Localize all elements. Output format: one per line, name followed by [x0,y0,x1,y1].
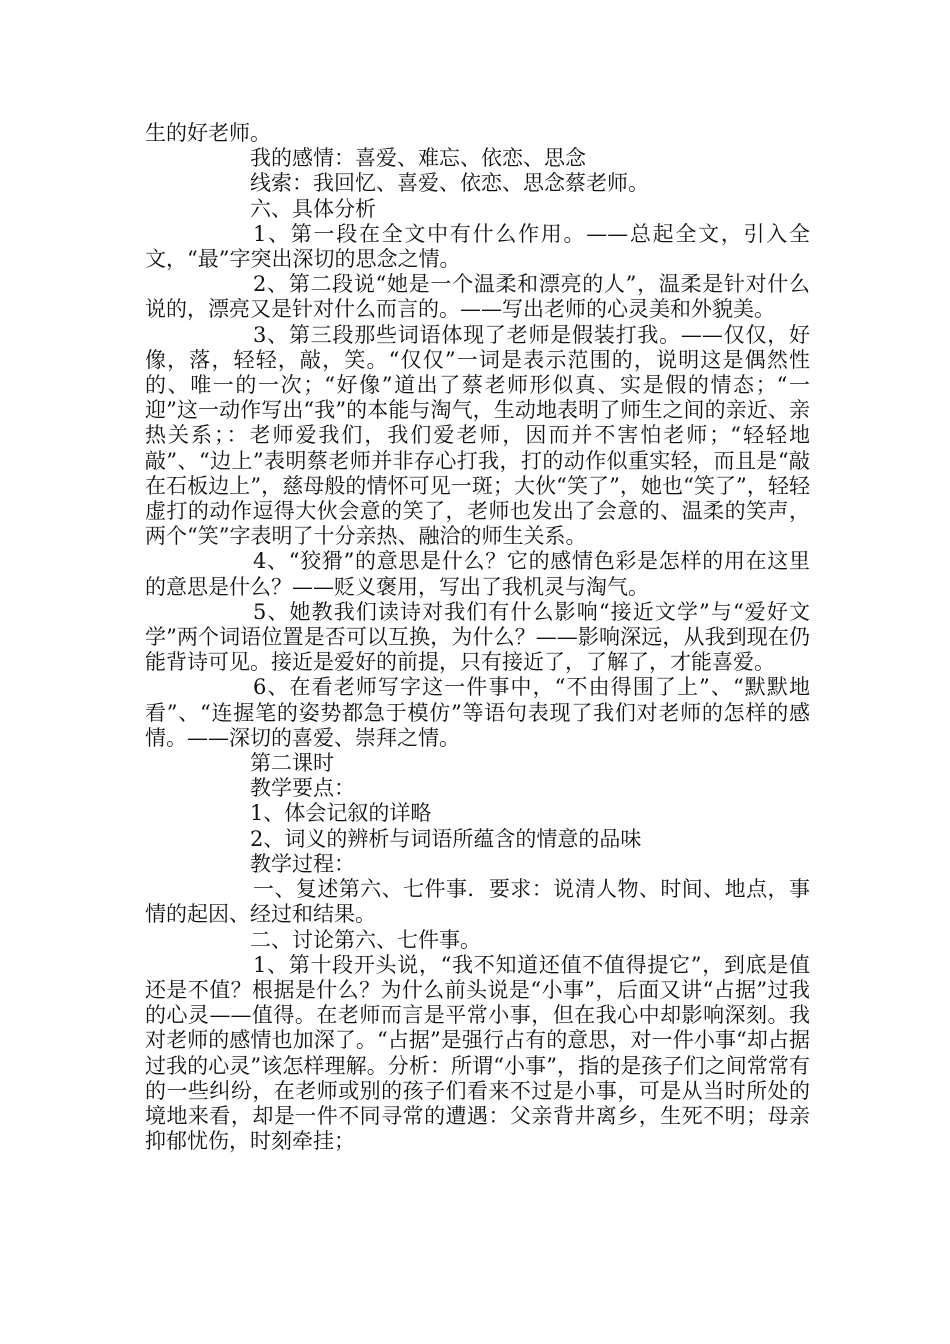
section-heading-teaching-points: 教学要点： [250,776,355,801]
paragraph-item-4: 4、“狡猾”的意思是什么？它的感情色彩是怎样的用在这里的意思是什么？——贬义褒用，写出了我机灵与淘气。 [145,549,810,599]
section-heading-second-lesson: 第二课时 [250,751,334,776]
process-step-1: 一、复述第六、七件事．要求：说清人物、时间、地点，事情的起因、经过和结果。 [145,877,810,927]
paragraph-item-1: 1、第一段在全文中有什么作用。——总起全文，引入全文，“最”字突出深切的思念之情。 [145,221,810,272]
teaching-point-1: 1、体会记叙的详略 [250,801,432,826]
discussion-item-1: 1、第十段开头说，“我不知道还值不值得提它”，到底是值还是不值？根据是什么？为什么前头说是“小事”，后面又讲“占据”过我的心灵——值得。在老师而言是平常小事，但在我心中却影响深刻。我对老师的感情也加深了。“占据”是强行占有的意思，对一件小事“却占据过我的心灵”该怎样理解。分析：所谓“小事”，指的是孩子们之间常常有的一些纠纷，在老师或别的孩子们看来不过是小事，可是从当时所处的境地来看，却是一件不同寻常的遭遇：父亲背井离乡，生死不明；母亲抑郁忧伤，时刻牵挂； [145,952,810,1154]
section-heading-analysis: 六、具体分析 [250,196,376,221]
paragraph-clue: 线索：我回忆、喜爱、依恋、思念蔡老师。 [250,171,649,196]
section-heading-teaching-process: 教学过程： [250,851,355,876]
paragraph-item-6: 6、在看老师写字这一件事中，“不由得围了上”、“默默地看”、“连握笔的姿势都急于模仿”等语句表现了我们对老师的怎样的感情。——深切的喜爱、崇拜之情。 [145,675,810,750]
paragraph-my-feelings: 我的感情：喜爱、难忘、依恋、思念 [250,146,586,171]
paragraph-continuation: 生的好老师。 [145,121,271,145]
teaching-point-2: 2、词义的辨析与词语所蕴含的情意的品味 [250,826,642,851]
document-body [145,121,810,1154]
process-step-2: 二、讨论第六、七件事。 [250,927,481,952]
paragraph-item-2: 2、第二段说“她是一个温柔和漂亮的人”，温柔是针对什么说的，漂亮又是针对什么而言的。——写出老师的心灵美和外貌美。 [145,272,810,322]
paragraph-item-5: 5、她教我们读诗对我们有什么影响“接近文学”与“爱好文学”两个词语位置是否可以互换，为什么？——影响深远，从我到现在仍能背诗可见。接近是爱好的前提，只有接近了，了解了，才能喜爱。 [145,599,810,675]
paragraph-item-3: 3、第三段那些词语体现了老师是假装打我。——仅仅，好像，落，轻轻，敲，笑。“仅仅”一词是表示范围的，说明这是偶然性的、唯一的一次；“好像”道出了蔡老师形似真、实是假的情态；“一迎”这一动作写出“我”的本能与淘气，生动地表明了师生之间的亲近、亲热关系；：老师爱我们，我们爱老师，因而并不害怕老师；“轻轻地敲”、“边上”表明蔡老师并非存心打我，打的动作似重实轻，而且是“敲在石板边上”，慈母般的情怀可见一斑；大伙“笑了”，她也“笑了”，轻轻虚打的动作逗得大伙会意的笑了，老师也发出了会意的、温柔的笑声，两个“笑”字表明了十分亲热、融洽的师生关系。 [145,322,810,549]
